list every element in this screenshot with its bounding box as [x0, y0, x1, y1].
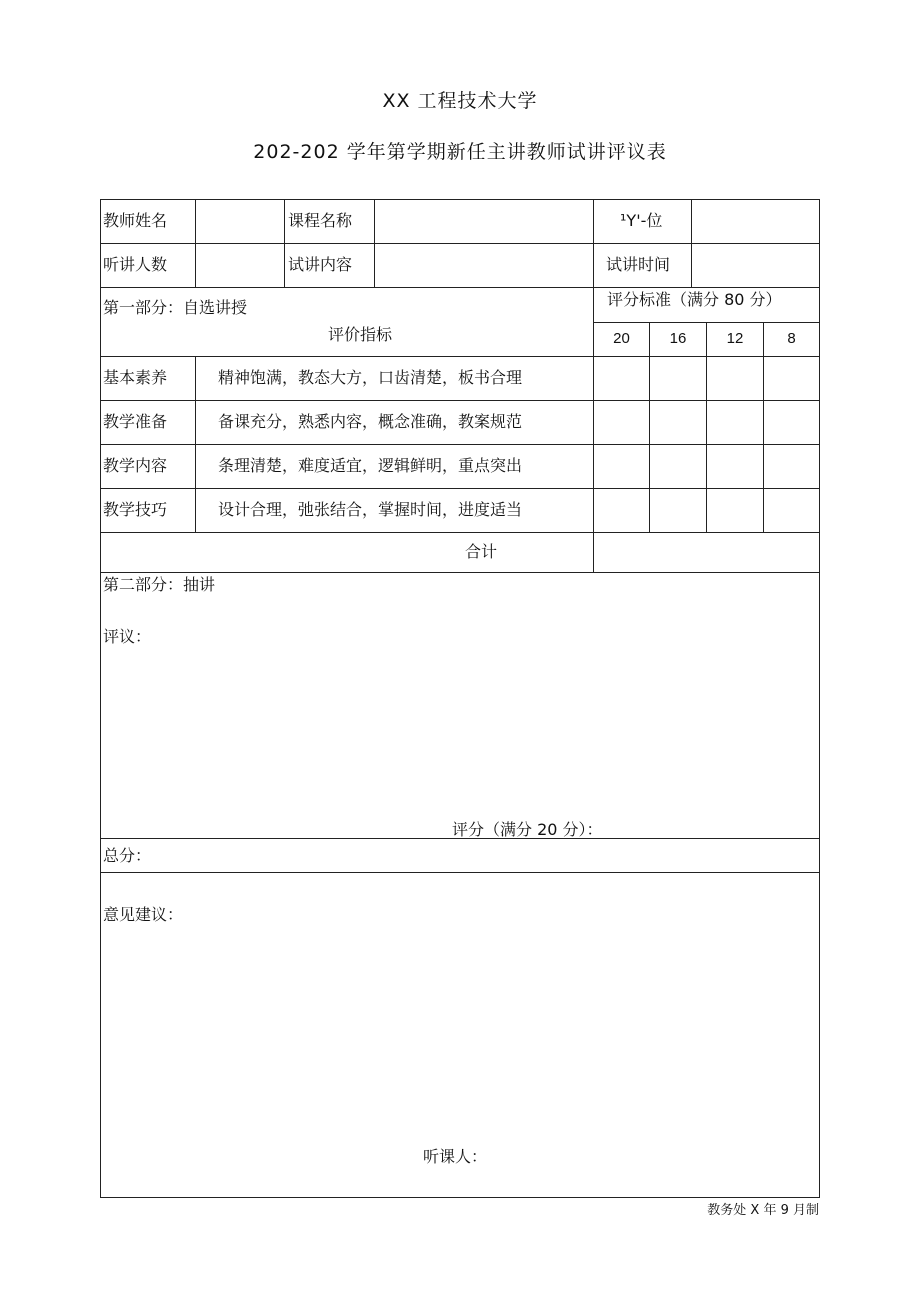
criteria-category: 基本素养 [103, 368, 168, 387]
table-border-bottom [100, 1197, 820, 1198]
part2-title: 第二部分：抽讲 [103, 575, 216, 594]
teacher-name-label: 教师姓名 [103, 211, 168, 230]
row-divider [100, 532, 820, 533]
table-border-right [819, 199, 820, 1198]
total-label: 合计 [465, 542, 498, 561]
criteria-category: 教学技巧 [103, 500, 168, 519]
suggestions-label: 意见建议： [103, 905, 184, 924]
column-divider [284, 199, 285, 287]
score-level: 16 [669, 330, 687, 347]
listener-label: 听课人： [423, 1147, 488, 1166]
column-divider [374, 199, 375, 287]
unit-label: ¹Y'-位 [620, 211, 663, 230]
score-level: 20 [613, 330, 630, 347]
criteria-description: 条理清楚，难度适宜，逻辑鲜明，重点突出 [218, 456, 523, 475]
table-border-left [100, 199, 101, 1198]
audience-count-label: 听讲人数 [103, 255, 168, 274]
column-divider [593, 199, 594, 287]
criteria-category: 教学内容 [103, 456, 168, 475]
criteria-description: 设计合理，弛张结合，掌握时间，进度适当 [218, 500, 523, 519]
row-divider [100, 356, 820, 357]
form-title: 202-202 学年第学期新任主讲教师试讲评议表 [253, 141, 667, 163]
column-divider [195, 356, 196, 532]
part2-score-label: 评分（满分 20 分）： [452, 820, 603, 839]
row-divider [100, 400, 820, 401]
column-divider [649, 322, 650, 532]
lecture-content-label: 试讲内容 [288, 255, 353, 274]
criteria-category: 教学准备 [103, 412, 168, 431]
row-divider [100, 572, 820, 573]
table-border-top [100, 199, 820, 200]
column-divider [706, 322, 707, 532]
row-divider [100, 287, 820, 288]
lecture-time-label: 试讲时间 [606, 255, 671, 274]
scoring-header: 评分标准（满分 80 分） [607, 290, 782, 309]
row-divider [100, 488, 820, 489]
column-divider [691, 199, 692, 287]
total-score-label: 总分： [103, 846, 152, 865]
part1-title: 第一部分：自选讲授 [103, 298, 248, 317]
university-name: XX 工程技术大学 [382, 90, 538, 112]
comment-label: 评议： [103, 627, 152, 646]
criteria-description: 精神饱满，教态大方，口齿清楚，板书合理 [218, 368, 523, 387]
row-divider [100, 444, 820, 445]
score-level: 8 [787, 330, 796, 347]
column-divider [763, 322, 764, 532]
column-divider [195, 199, 196, 287]
criteria-header: 评价指标 [328, 325, 393, 344]
score-level: 12 [726, 330, 744, 347]
criteria-description: 备课充分，熟悉内容，概念准确，教案规范 [218, 412, 523, 431]
course-name-label: 课程名称 [288, 211, 353, 230]
footer-note: 教务处 X 年 9 月制 [707, 1203, 819, 1218]
row-divider [100, 243, 820, 244]
row-divider [100, 872, 820, 873]
